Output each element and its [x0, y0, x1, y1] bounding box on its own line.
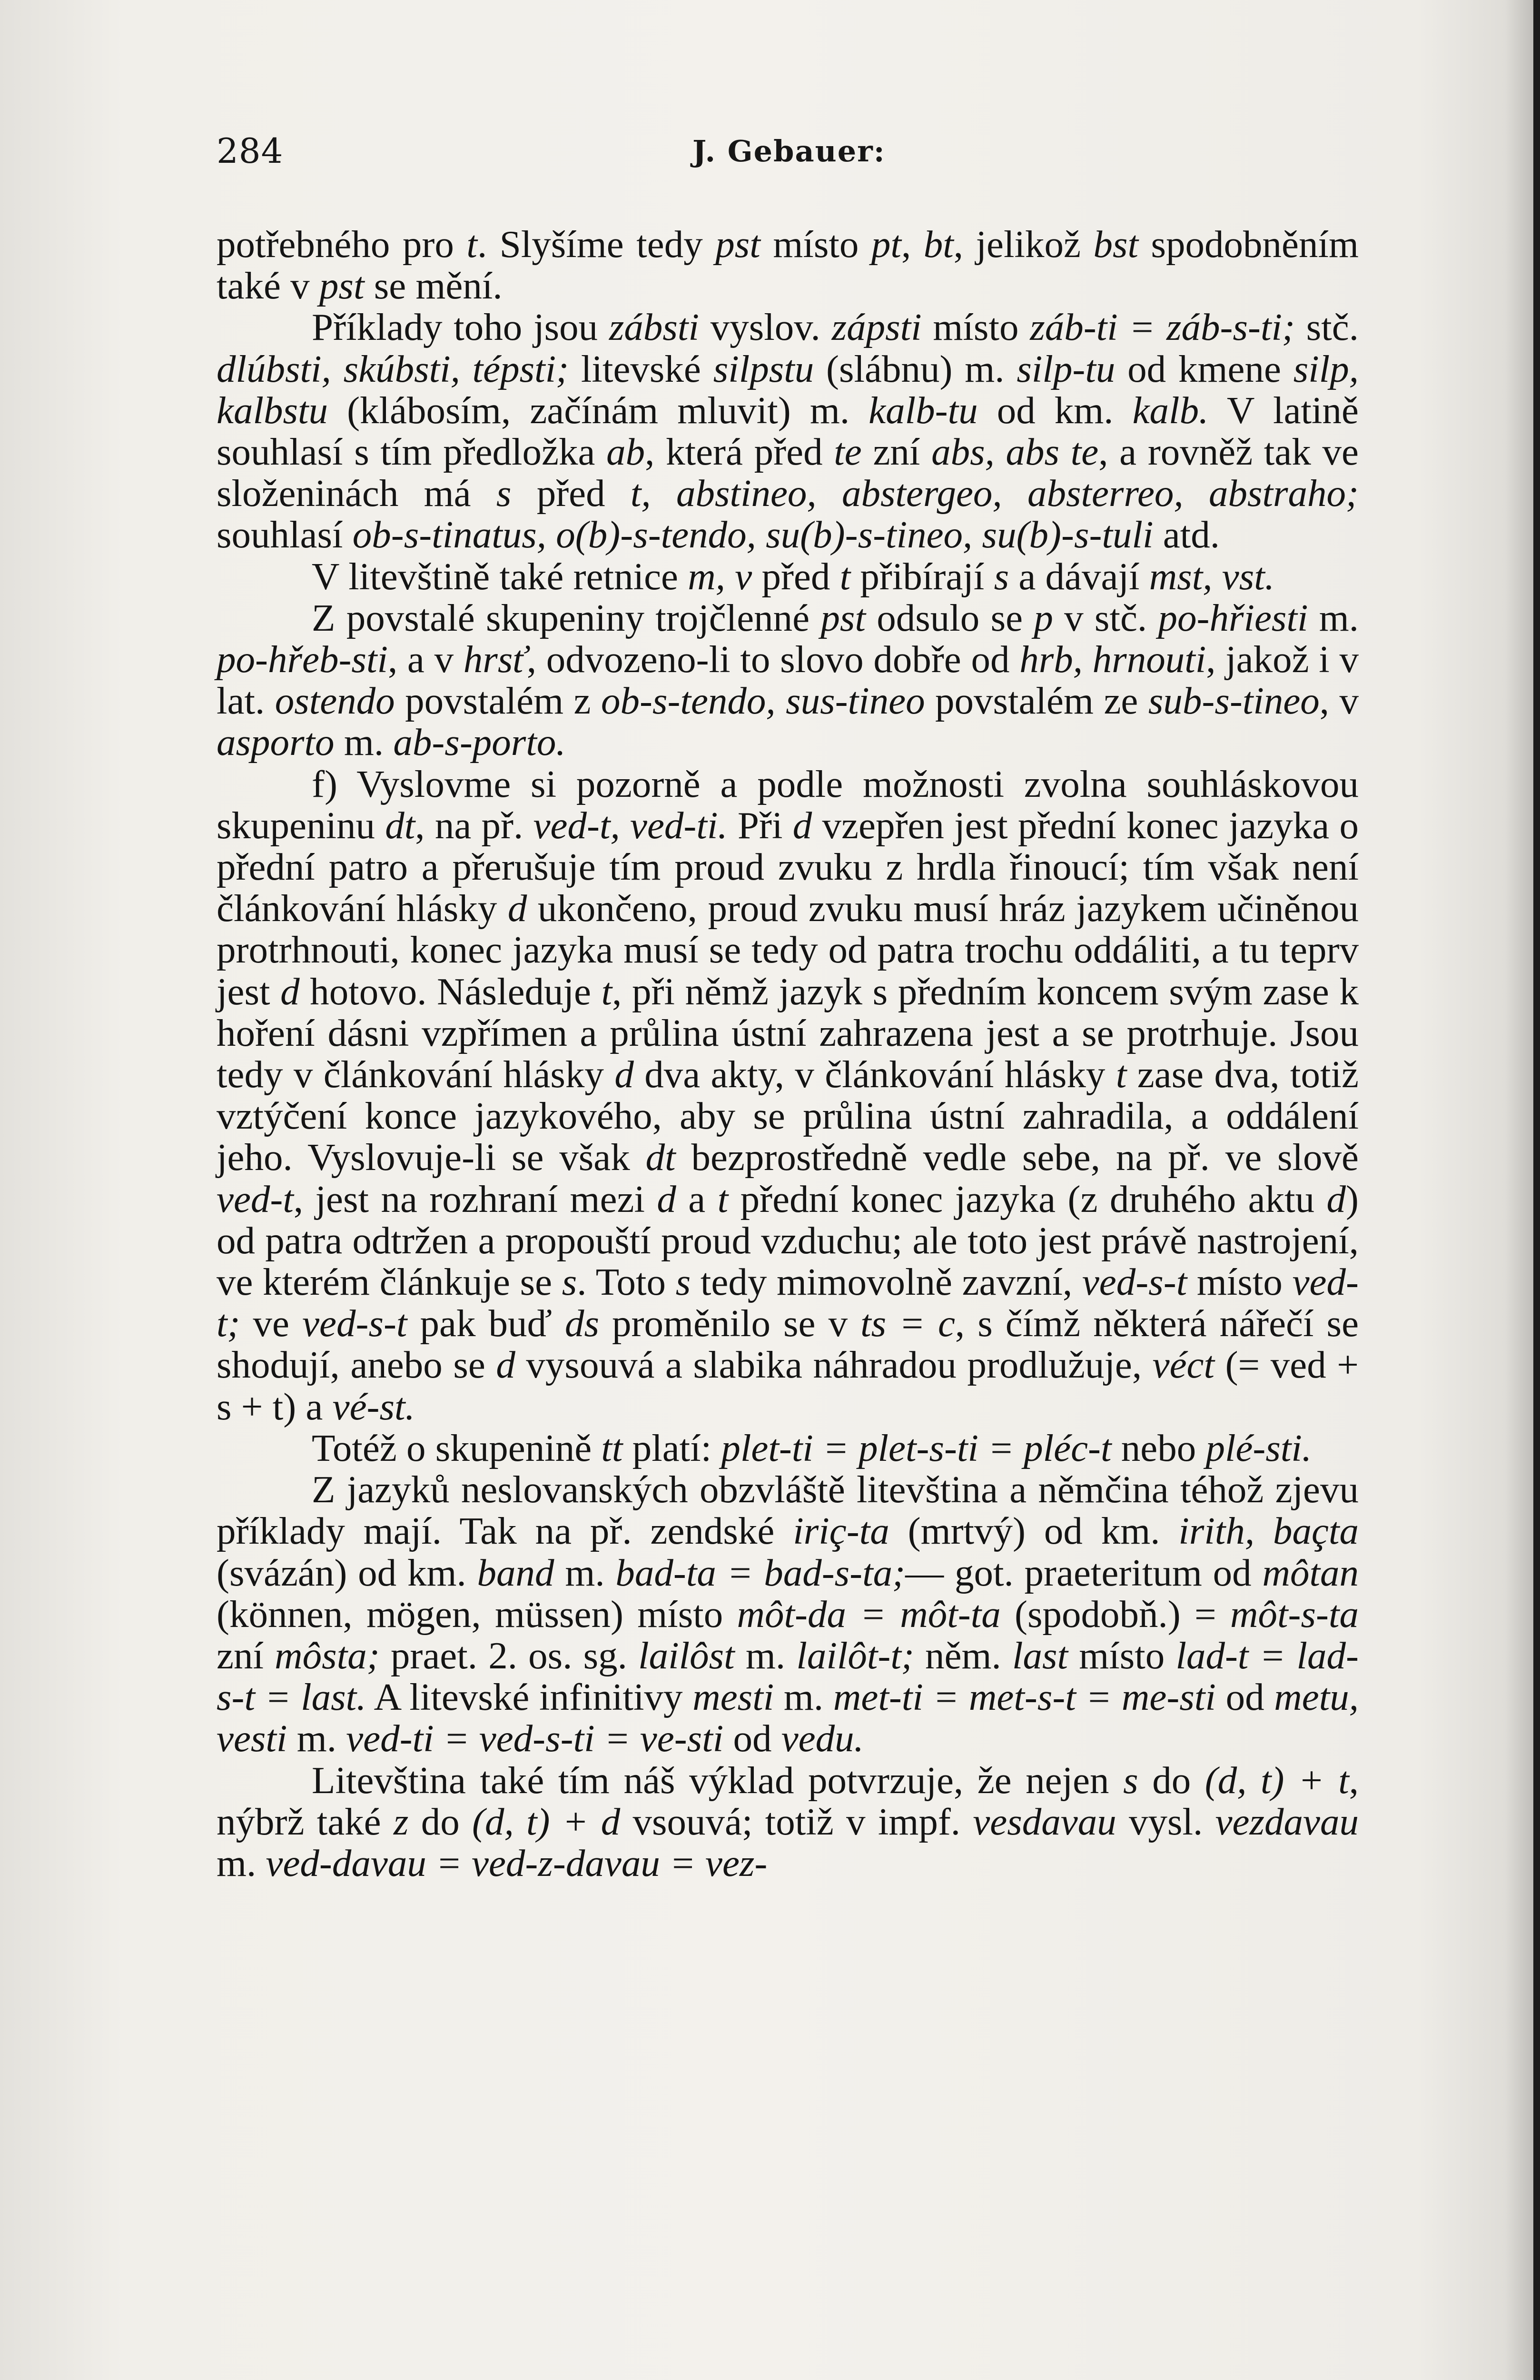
italic-term: dt: [645, 1136, 676, 1179]
text-run: před: [752, 555, 840, 598]
text-run: ukončeno, proud zvuku musí hráz jazykem učiněnou protrhnouti, konec jazyka musí se tedy od patra trochu oddáliti, a tu teprv jest: [217, 887, 1359, 1013]
text-run: m.: [554, 1551, 616, 1594]
italic-term: s: [994, 555, 1009, 598]
text-run: od km.: [977, 388, 1133, 432]
text-run: povstalém ze: [925, 679, 1148, 723]
italic-term: d: [280, 970, 300, 1013]
text-run: (können, mögen, müssen) místo: [217, 1592, 737, 1636]
italic-term: iriç-ta: [793, 1509, 889, 1553]
italic-term: ob-s-tinatus, o(b)-s-tendo, su(b)-s-tineo, su(b)-s-tuli: [352, 513, 1154, 556]
italic-term: hrb, hrnouti: [1019, 638, 1206, 681]
text-run: — got. praeteritum od: [905, 1551, 1263, 1594]
text-run: , která před: [645, 430, 834, 474]
text-run: vsouvá; totiž v impf.: [620, 1800, 973, 1843]
italic-term: silpstu: [713, 347, 814, 390]
italic-term: môt-s-ta: [1230, 1592, 1359, 1636]
text-run: m.: [774, 1676, 833, 1719]
italic-term: s: [562, 1260, 577, 1304]
text-run: vysl.: [1116, 1800, 1215, 1843]
italic-term: môtan: [1262, 1551, 1359, 1594]
italic-term: ab-s-porto.: [393, 721, 566, 764]
italic-term: s: [496, 472, 512, 515]
text-run: V latině souhlasí s tím předložka: [217, 388, 1359, 474]
paragraph: [217, 764, 1359, 1428]
italic-term: ds: [564, 1302, 599, 1345]
italic-term: véct: [1152, 1343, 1214, 1387]
running-head: J. Gebauer:: [692, 134, 886, 169]
italic-term: bad-ta = bad-s-ta;: [615, 1551, 906, 1594]
text-run: bezprostředně vedle sebe, na př. ve slově: [675, 1136, 1359, 1179]
text-run: tedy mimovolně zavzní,: [691, 1260, 1082, 1304]
italic-term: t: [839, 555, 851, 598]
italic-term: zábsti: [609, 306, 699, 349]
text-run: od kmene: [1115, 347, 1293, 390]
text-run: , při němž jazyk s předním koncem svým zase k hoření dásni vzpřímen a průlina ústní zahrazena jest a se protrhuje. Jsou tedy v článkování hlásky: [217, 970, 1359, 1096]
paragraph: [217, 597, 1359, 764]
text-run: od: [723, 1717, 781, 1760]
text-run: do: [1138, 1758, 1205, 1802]
scan-edge: [1533, 0, 1540, 2380]
text-run: , jelikož: [953, 223, 1094, 266]
text-run: do: [408, 1800, 473, 1843]
text-run: (klábosím, začínám mluvit) m.: [327, 388, 869, 432]
text-run: Z jazyků neslovanských obzvláště litevština a němčina téhož zjevu příklady mají. Tak na př. zendské: [217, 1468, 1359, 1553]
paragraph: [217, 1428, 1359, 1469]
italic-term: ved-t, ved-ti.: [533, 803, 728, 847]
italic-term: dlúbsti, skúbsti, tépsti;: [217, 347, 569, 390]
italic-term: mesti: [692, 1676, 774, 1719]
text-run: vzepřen jest přední konec jazyka o přední patro a přerušuje tím proud zvuku z hrdla řinoucí; tím však není článkování hlásky: [217, 803, 1359, 930]
text-run: (slábnu) m.: [814, 347, 1017, 390]
italic-term: ostendo: [275, 679, 395, 723]
italic-term: s: [675, 1260, 691, 1304]
text-run: atd.: [1153, 513, 1220, 556]
text-run: nebo: [1111, 1426, 1206, 1469]
italic-term: m, v: [688, 555, 752, 598]
italic-term: ved-davau = ved-z-davau = vez-: [266, 1841, 768, 1884]
italic-term: t: [717, 1177, 729, 1220]
italic-term: irith, baçta: [1178, 1509, 1359, 1553]
text-run: , a rovněž tak ve složeninách má: [217, 430, 1359, 515]
text-run: m.: [1308, 596, 1359, 639]
text-run: ve: [240, 1302, 303, 1345]
text-run: Litevština také tím náš výklad potvrzuje, že nejen: [312, 1758, 1124, 1802]
paragraph: [217, 1469, 1359, 1759]
text-run: . Slyšíme tedy: [477, 223, 716, 266]
text-run: m.: [734, 1634, 797, 1677]
paragraph: [217, 1760, 1359, 1884]
text-run: , a v: [387, 638, 464, 681]
italic-term: vé-st.: [332, 1385, 415, 1428]
italic-term: asporto: [217, 721, 335, 764]
italic-term: p: [1034, 596, 1053, 639]
text-run: Totéž o skupenině: [312, 1426, 602, 1469]
text-run: proměnilo se v: [599, 1302, 861, 1345]
italic-term: t, abstineo, abstergeo, absterreo, abstraho;: [630, 472, 1359, 515]
text-run: se mění.: [364, 264, 503, 307]
text-run: V litevštině také retnice: [312, 555, 688, 598]
italic-term: zápsti: [831, 306, 922, 349]
text-run: , na př.: [415, 803, 533, 847]
italic-term: ved-t: [217, 1177, 294, 1220]
page-number: 284: [217, 131, 284, 171]
text-run: vyslov.: [699, 306, 832, 349]
text-run: ) od patra odtržen a propouští proud vzduchu; ale toto jest právě nastrojení, ve kterém článkuje se: [217, 1177, 1359, 1304]
italic-term: d: [614, 1053, 634, 1096]
text-run: (spodobň.) =: [1000, 1592, 1230, 1636]
text-run: , v: [1319, 679, 1359, 723]
text-run: hotovo. Následuje: [299, 970, 602, 1013]
text-run: vysouvá a slabika náhradou prodlužuje,: [515, 1343, 1153, 1387]
italic-term: d: [792, 803, 812, 847]
text-run: f) Vyslovme si pozorně a podle možnosti zvolna souhláskovou skupeninu: [217, 762, 1359, 847]
italic-term: pst: [319, 264, 365, 307]
text-run: A litevské infinitivy: [366, 1676, 693, 1719]
italic-term: lailôt-t;: [796, 1634, 914, 1677]
italic-term: (d, t) + d: [472, 1800, 621, 1843]
text-run: zase dva, totiž vztýčení konce jazykového, aby se průlina ústní zahradila, a oddálení jeho. Vyslovuje-li se však: [217, 1053, 1359, 1179]
text-run: a: [676, 1177, 718, 1220]
italic-term: kalb.: [1132, 388, 1209, 432]
text-run: m.: [287, 1717, 346, 1760]
text-run: . Toto: [577, 1260, 676, 1304]
italic-term: (d, t) + t: [1204, 1758, 1349, 1802]
text-run: místo: [921, 306, 1030, 349]
text-run: před: [511, 472, 631, 515]
italic-term: vesdavau: [973, 1800, 1116, 1843]
text-run: v stč.: [1053, 596, 1158, 639]
text-run: místo: [1187, 1260, 1293, 1304]
text-run: litevské: [569, 347, 713, 390]
text-run: povstalém z: [395, 679, 601, 723]
text-run: souhlasí: [217, 513, 353, 556]
body-text: [217, 224, 1359, 1884]
text-run: , nýbrž také: [217, 1758, 1359, 1843]
text-run: Příklady toho jsou: [312, 306, 609, 349]
italic-term: metu, vesti: [217, 1676, 1359, 1760]
italic-term: lad-t = lad-s-t = last.: [217, 1634, 1359, 1719]
italic-term: ab: [606, 430, 645, 474]
text-run: zní: [217, 1634, 275, 1677]
text-run: Při: [727, 803, 793, 847]
text-run: stč.: [1294, 306, 1359, 349]
italic-term: po-hřiesti: [1158, 596, 1308, 639]
text-run: odsulo se: [865, 596, 1034, 639]
italic-term: ved-s-t: [302, 1302, 407, 1345]
paragraph: [217, 556, 1359, 597]
text-run: dva akty, v článkování hlásky: [633, 1053, 1116, 1096]
text-run: místo: [760, 223, 871, 266]
italic-term: bt: [923, 223, 954, 266]
italic-term: ved-t;: [217, 1260, 1359, 1345]
text-run: , s čímž některá nářečí se shodují, anebo se: [217, 1302, 1359, 1387]
italic-term: z: [393, 1800, 409, 1843]
italic-term: d: [657, 1177, 676, 1220]
italic-term: plet-ti = plet-s-ti = pléc-t: [721, 1426, 1112, 1469]
italic-term: band: [477, 1551, 554, 1594]
italic-term: d: [496, 1343, 515, 1387]
text-run: potřebného pro: [217, 223, 467, 266]
paragraph: [217, 307, 1359, 555]
italic-term: d: [507, 887, 527, 930]
italic-term: dt: [385, 803, 415, 847]
text-run: přední konec jazyka (z druhého aktu: [728, 1177, 1327, 1220]
italic-term: plé-sti.: [1205, 1426, 1312, 1469]
text-run: (svázán) od km.: [217, 1551, 477, 1594]
text-run: , jakož i v lat.: [217, 638, 1359, 723]
text-run: m.: [334, 721, 394, 764]
text-run: pak buď: [407, 1302, 565, 1345]
text-run: od: [1215, 1676, 1274, 1719]
italic-term: vezdavau: [1215, 1800, 1359, 1843]
text-run: a dávají: [1009, 555, 1149, 598]
text-run: , jest na rozhraní mezi: [293, 1177, 657, 1220]
italic-term: tt: [601, 1426, 623, 1469]
italic-term: po-hřeb-sti: [217, 638, 388, 681]
italic-term: kalb-tu: [869, 388, 978, 432]
text-run: ,: [901, 223, 924, 266]
paragraph: [217, 224, 1359, 307]
italic-term: vedu.: [781, 1717, 864, 1760]
italic-term: silp, kalbstu: [217, 347, 1359, 432]
italic-term: d: [1326, 1177, 1346, 1220]
italic-term: silp-tu: [1017, 347, 1116, 390]
text-run: přibírají: [850, 555, 994, 598]
text-run: Z povstalé skupeniny trojčlenné: [312, 596, 821, 639]
italic-term: t: [466, 223, 477, 266]
italic-term: te: [834, 430, 862, 474]
text-run: (= ved + s + t) a: [217, 1343, 1359, 1428]
italic-term: záb-ti = záb-s-ti;: [1030, 306, 1295, 349]
text-run: (mrtvý) od km.: [889, 1509, 1179, 1553]
text-run: platí:: [622, 1426, 721, 1469]
italic-term: sub-s-tineo: [1148, 679, 1320, 723]
binding-shadow: [1505, 0, 1533, 2380]
italic-term: môt-da = môt-ta: [737, 1592, 1001, 1636]
italic-term: met-ti = met-s-t = me-sti: [833, 1676, 1216, 1719]
italic-term: abs, abs te: [931, 430, 1099, 474]
italic-term: pst: [820, 596, 866, 639]
italic-term: lailôst: [638, 1634, 735, 1677]
italic-term: s: [1123, 1758, 1138, 1802]
italic-term: ved-ti = ved-s-ti = ve-sti: [346, 1717, 724, 1760]
italic-term: ob-s-tendo, sus-tineo: [601, 679, 925, 723]
text-run: něm.: [914, 1634, 1012, 1677]
page-header: [217, 121, 1359, 174]
italic-term: last: [1012, 1634, 1068, 1677]
italic-term: t: [1116, 1053, 1127, 1096]
italic-term: bst: [1093, 223, 1138, 266]
text-run: spodobněním také v: [217, 223, 1359, 307]
text-run: zní: [861, 430, 932, 474]
italic-term: ved-s-t: [1082, 1260, 1187, 1304]
italic-term: pt: [871, 223, 901, 266]
text-run: , odvozeno-li to slovo dobře od: [526, 638, 1020, 681]
italic-term: hrsť: [463, 638, 527, 681]
italic-term: pst: [715, 223, 760, 266]
italic-term: mst, vst.: [1149, 555, 1274, 598]
text-run: místo: [1067, 1634, 1176, 1677]
text-run: praet. 2. os. sg.: [379, 1634, 639, 1677]
italic-term: ts = c: [860, 1302, 955, 1345]
italic-term: môsta;: [275, 1634, 380, 1677]
italic-term: t: [601, 970, 612, 1013]
text-run: m.: [217, 1841, 266, 1884]
